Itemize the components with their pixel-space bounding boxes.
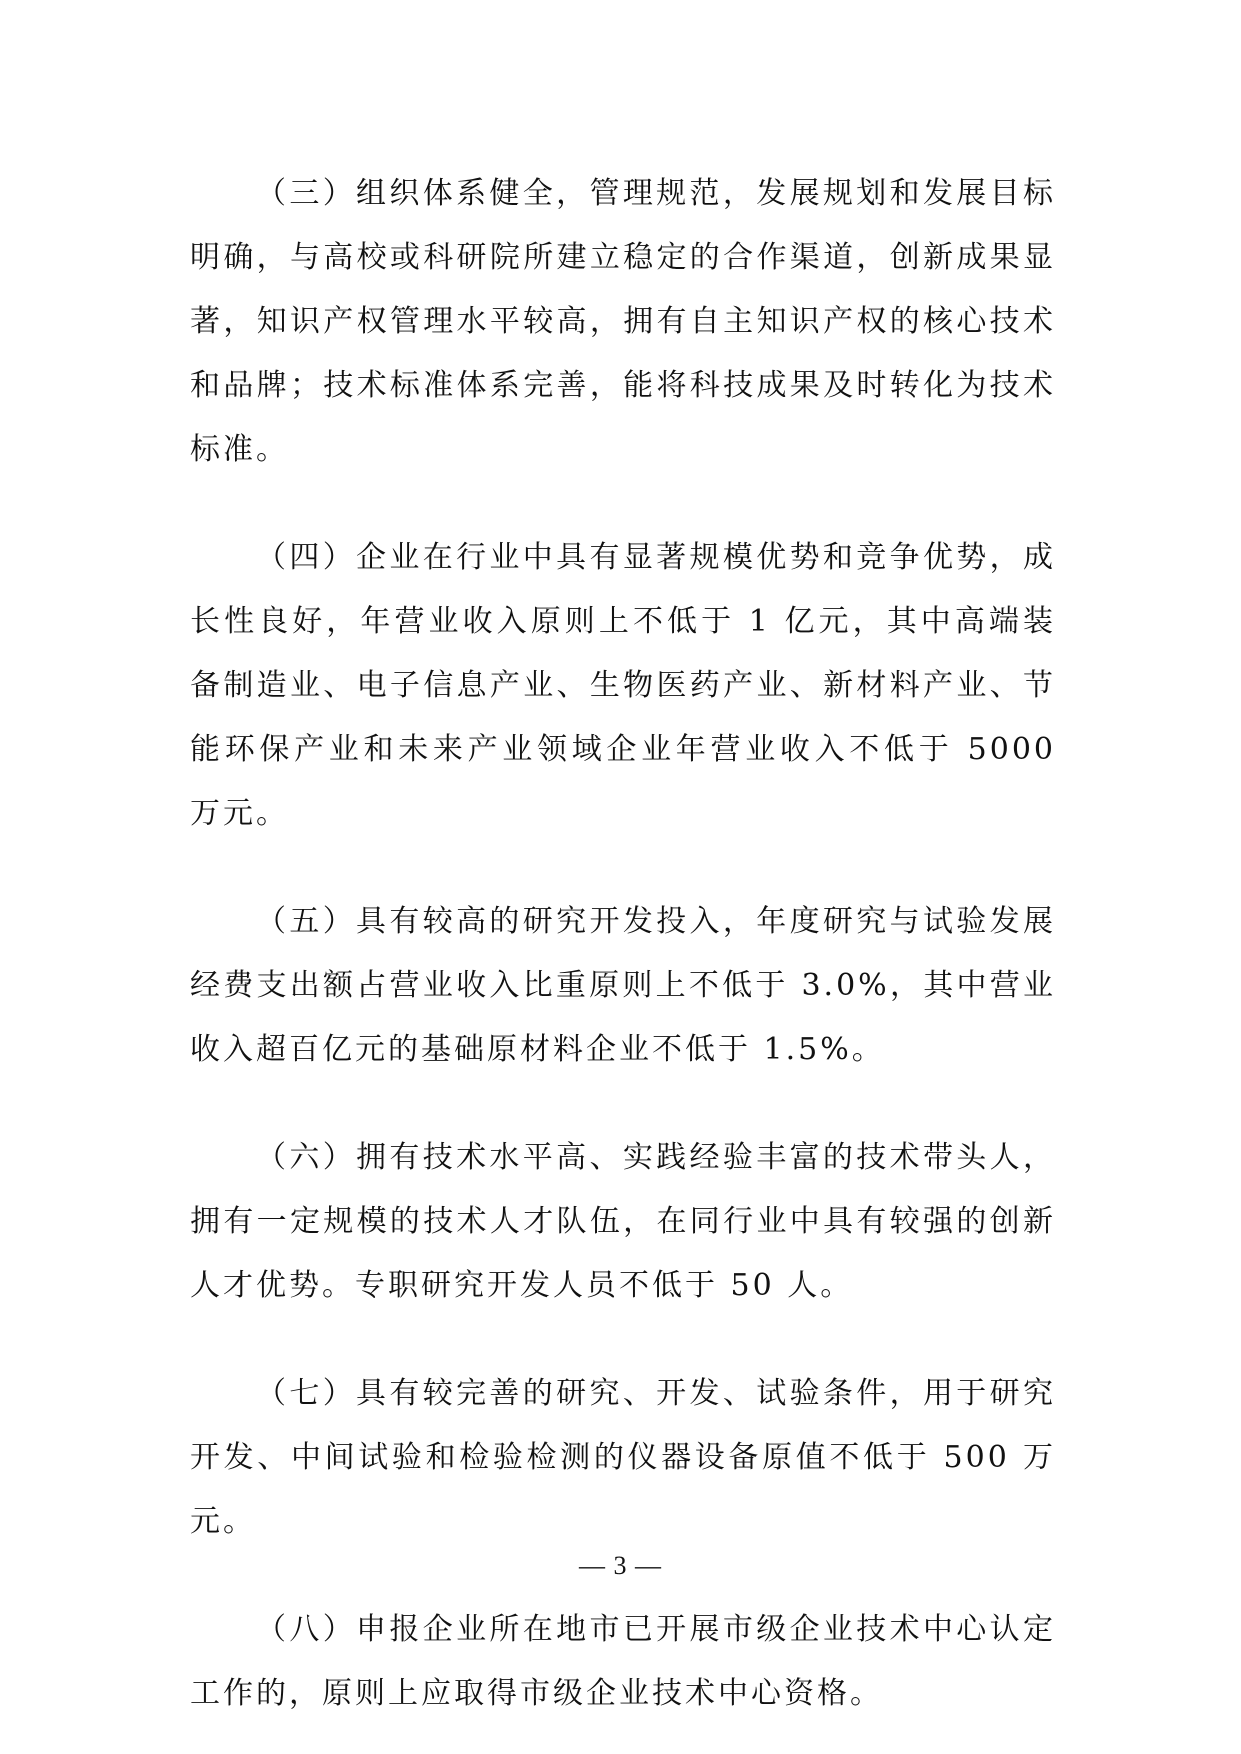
paragraph-item-7: （七）具有较完善的研究、开发、试验条件，用于研究开发、中间试验和检验检测的仪器设备原值不低于 500 万元。: [190, 1376, 1056, 1539]
paragraph-item-4: （四）企业在行业中具有显著规模优势和竞争优势，成长性良好，年营业收入原则上不低于 1 亿元，其中高端装备制造业、电子信息产业、生物医药产业、新材料产业、节能环保产业和未来产业领域企业年营业收入不低于 5000 万元。: [190, 540, 1056, 831]
paragraph-item-6: （六）拥有技术水平高、实践经验丰富的技术带头人，拥有一定规模的技术人才队伍，在同行业中具有较强的创新人才优势。专职研究开发人员不低于 50 人。: [190, 1140, 1056, 1303]
page-number: — 3 —: [579, 1551, 662, 1580]
paragraph-item-3: （三）组织体系健全，管理规范，发展规划和发展目标明确，与高校或科研院所建立稳定的合作渠道，创新成果显著，知识产权管理水平较高，拥有自主知识产权的核心技术和品牌；技术标准体系完善，能将科技成果及时转化为技术标准。: [190, 176, 1056, 467]
document-body: [190, 162, 1056, 1726]
paragraph-item-5: （五）具有较高的研究开发投入，年度研究与试验发展经费支出额占营业收入比重原则上不低于 3.0%，其中营业收入超百亿元的基础原材料企业不低于 1.5%。: [190, 904, 1056, 1067]
paragraph-item-8: （八）申报企业所在地市已开展市级企业技术中心认定工作的，原则上应取得市级企业技术中心资格。: [190, 1612, 1056, 1711]
